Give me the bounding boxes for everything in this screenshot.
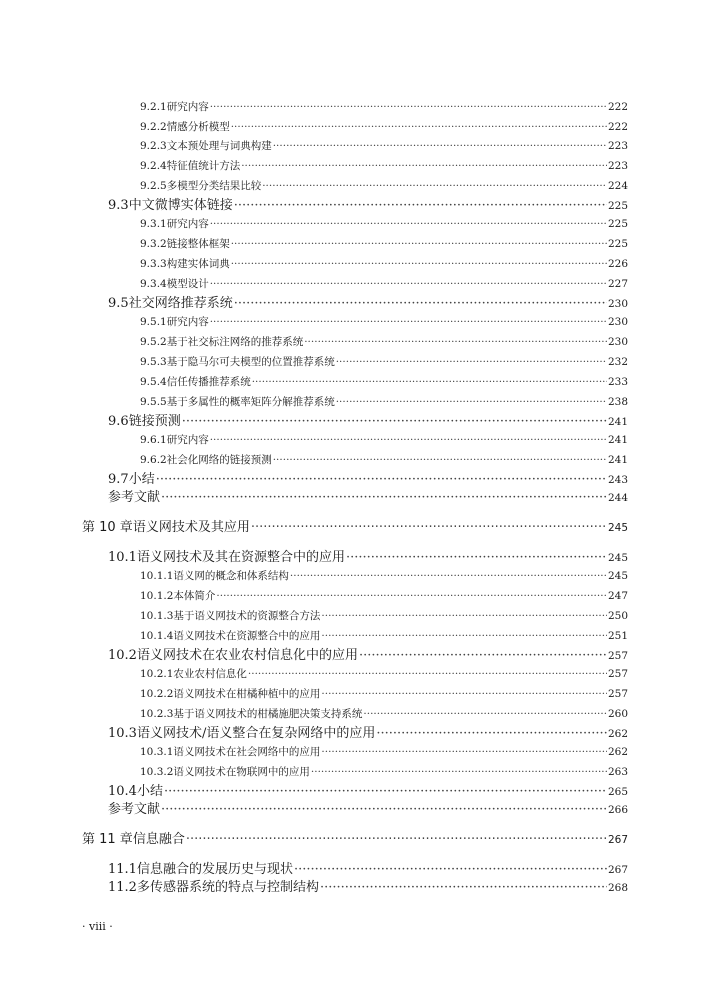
toc-entry-page: 227 [607, 278, 628, 290]
toc-entry-page: 222 [607, 121, 628, 133]
toc-entry-page: 245 [607, 522, 628, 534]
toc-entry-page: 266 [607, 804, 628, 816]
toc-entry-page: 223 [607, 160, 628, 172]
toc-section-entry[interactable] [108, 798, 628, 817]
toc-entry-title: 构建实体词典 [166, 258, 230, 270]
toc-entry-title: 文本预处理与词典构建 [166, 140, 272, 152]
toc-entry-page: 257 [607, 668, 628, 680]
dot-leader [234, 198, 607, 213]
toc-entry-page: 233 [607, 376, 628, 388]
toc-entry-title: 多传感器系统的特点与控制结构 [136, 880, 319, 895]
toc-section-entry[interactable] [108, 876, 628, 895]
toc-entry-number: 10.3 [108, 726, 137, 741]
toc-entry-page: 267 [607, 864, 628, 876]
toc-entry-title: 链接整体框架 [166, 238, 230, 250]
toc-entry-title: 农业农村信息化 [173, 668, 247, 680]
toc-subsection-entry[interactable] [140, 686, 628, 701]
toc-entry-title: 语义网技术在社会网络中的应用 [173, 746, 321, 758]
dot-leader [231, 238, 607, 250]
toc-subsection-entry[interactable] [140, 744, 628, 759]
dot-leader [346, 550, 607, 565]
dot-leader [359, 648, 607, 663]
dot-leader [161, 802, 607, 817]
toc-entry-title: 基于语义网技术的柑橘施肥决策支持系统 [173, 708, 363, 720]
toc-entry-page: 245 [607, 570, 628, 582]
dot-leader [251, 520, 607, 535]
toc-subsection-entry[interactable] [140, 158, 628, 173]
toc-section-entry[interactable] [108, 486, 628, 505]
toc-entry-page: 257 [607, 688, 628, 700]
toc-entry-number: 9.6.2 [140, 454, 167, 466]
toc-entry-page: 241 [607, 454, 628, 466]
toc-entry-number: 10.2.2 [140, 688, 174, 700]
dot-leader [210, 316, 607, 328]
toc-entry-number: 9.3.1 [140, 218, 167, 230]
toc-entry-title: 语义网技术在柑橘种植中的应用 [173, 688, 321, 700]
toc-entry-page: 245 [607, 552, 628, 564]
toc-entry-title: 基于语义网技术的资源整合方法 [173, 610, 321, 622]
toc-entry-page: 225 [607, 238, 628, 250]
toc-entry-number: 9.2.2 [140, 121, 167, 133]
toc-entry-title: 模型设计 [166, 278, 209, 290]
toc-entry-number: 10.2.1 [140, 668, 174, 680]
toc-entry-title: 语义网技术在农业农村信息化中的应用 [136, 648, 358, 663]
toc-entry-page: 251 [607, 630, 628, 642]
dot-leader [210, 278, 607, 290]
toc-entry-title: 信任传播推荐系统 [166, 376, 251, 388]
toc-entry-page: 244 [607, 492, 628, 504]
toc-entry-page: 268 [607, 882, 628, 894]
toc-entry-title: 基于社交标注网络的推荐系统 [166, 336, 304, 348]
dot-leader [210, 218, 607, 230]
toc-entry-page: 243 [607, 474, 628, 486]
toc-entry-title: 中文微博实体链接 [128, 198, 233, 213]
toc-chapter-entry[interactable] [82, 516, 628, 535]
dot-leader [321, 688, 607, 700]
dot-leader [248, 668, 607, 680]
toc-subsection-entry[interactable] [140, 706, 628, 721]
toc-entry-number: 9.3 [108, 198, 129, 213]
toc-entry-number: 9.5 [108, 296, 129, 311]
toc-entry-page: 225 [607, 200, 628, 212]
toc-entry-title: 基于隐马尔可夫模型的位置推荐系统 [166, 356, 335, 368]
toc-entry-number: 10.4 [108, 784, 137, 799]
toc-entry-number: 9.5.3 [140, 356, 167, 368]
dot-leader [311, 766, 607, 778]
toc-subsection-entry[interactable] [140, 608, 628, 623]
toc-entry-title: 语义网技术在物联网中的应用 [173, 766, 310, 778]
dot-leader [294, 862, 607, 877]
toc-entry-page: 232 [607, 356, 628, 368]
toc-entry-title: 参考文献 [108, 802, 161, 817]
toc-entry-page: 224 [607, 180, 628, 192]
dot-leader [304, 336, 607, 348]
toc-subsection-entry[interactable] [140, 236, 628, 251]
toc-entry-number: 10.2.3 [140, 708, 174, 720]
toc-subsection-entry[interactable] [140, 394, 628, 409]
toc-entry-page: 230 [607, 298, 628, 310]
page-number-footer: · viii · [82, 920, 113, 933]
dot-leader [156, 472, 607, 487]
toc-subsection-entry[interactable] [140, 374, 628, 389]
toc-entry-page: 222 [607, 101, 628, 113]
toc-entry-number: 9.3.4 [140, 278, 167, 290]
toc-entry-title: 链接预测 [128, 414, 181, 429]
dot-leader [320, 880, 607, 895]
toc-entry-title: 语义网技术及其应用 [132, 520, 250, 535]
toc-section-entry[interactable] [108, 546, 628, 565]
dot-leader [321, 630, 607, 642]
toc-entry-title: 语义网技术/语义整合在复杂网络中的应用 [136, 726, 376, 741]
toc-entry-number: 9.2.1 [140, 101, 167, 113]
toc-entry-title: 研究内容 [166, 316, 209, 328]
toc-subsection-entry[interactable] [140, 178, 628, 193]
toc-entry-title: 小结 [128, 472, 155, 487]
toc-entry-number: 9.5.1 [140, 316, 167, 328]
toc-entry-title: 社会化网络的链接预测 [166, 454, 272, 466]
toc-section-entry[interactable] [108, 468, 628, 487]
toc-entry-number: 9.3.2 [140, 238, 167, 250]
toc-entry-title: 语义网技术及其在资源整合中的应用 [136, 550, 345, 565]
toc-entry-number: 9.2.3 [140, 140, 167, 152]
toc-entry-number: 10.3.1 [140, 746, 174, 758]
dot-leader [336, 396, 607, 408]
toc-entry-page: 241 [607, 416, 628, 428]
dot-leader [164, 784, 607, 799]
toc-entry-page: 241 [607, 434, 628, 446]
toc-section-entry[interactable] [108, 858, 628, 877]
toc-subsection-entry[interactable] [140, 628, 628, 643]
toc-entry-title: 语义网技术在资源整合中的应用 [173, 630, 321, 642]
toc-subsection-entry[interactable] [140, 764, 628, 779]
toc-entry-number: 10.2 [108, 648, 137, 663]
toc-section-entry[interactable] [108, 722, 628, 741]
toc-entry-page: 223 [607, 140, 628, 152]
toc-subsection-entry[interactable] [140, 452, 628, 467]
toc-entry-number: 9.6.1 [140, 434, 167, 446]
dot-leader [161, 490, 607, 505]
toc-subsection-entry[interactable] [140, 138, 628, 153]
toc-entry-title: 信息融合 [132, 832, 185, 847]
toc-subsection-entry[interactable] [140, 354, 628, 369]
toc-entry-title: 特征值统计方法 [166, 160, 241, 172]
toc-entry-number: 9.7 [108, 472, 129, 487]
toc-entry-title: 社交网络推荐系统 [128, 296, 233, 311]
toc-entry-number: 11.2 [108, 880, 137, 895]
toc-entry-number: 9.6 [108, 414, 129, 429]
toc-subsection-entry[interactable] [140, 314, 628, 329]
dot-leader [241, 160, 607, 172]
dot-leader [216, 590, 607, 602]
toc-section-entry[interactable] [108, 292, 628, 311]
toc-section-entry[interactable] [108, 644, 628, 663]
toc-entry-number: 第 11 章 [82, 832, 133, 847]
dot-leader [376, 726, 607, 741]
toc-subsection-entry[interactable] [140, 119, 628, 134]
dot-leader [321, 610, 607, 622]
toc-section-entry[interactable] [108, 780, 628, 799]
toc-entry-page: 250 [607, 610, 628, 622]
toc-entry-page: 260 [607, 708, 628, 720]
toc-subsection-entry[interactable] [140, 256, 628, 271]
toc-entry-page: 230 [607, 316, 628, 328]
toc-entry-number: 9.3.3 [140, 258, 167, 270]
toc-entry-page: 247 [607, 590, 628, 602]
toc-section-entry[interactable] [108, 194, 628, 213]
toc-entry-number: 10.1.3 [140, 610, 174, 622]
toc-entry-number: 第 10 章 [82, 520, 133, 535]
toc-entry-title: 参考文献 [108, 490, 161, 505]
toc-subsection-entry[interactable] [140, 588, 628, 603]
toc-entry-page: 230 [607, 336, 628, 348]
toc-entry-number: 11.1 [108, 862, 137, 877]
toc-entry-page: 267 [607, 834, 628, 846]
toc-subsection-entry[interactable] [140, 432, 628, 447]
toc-entry-page: 257 [607, 650, 628, 662]
toc-entry-page: 265 [607, 786, 628, 798]
toc-subsection-entry[interactable] [140, 276, 628, 291]
toc-entry-number: 9.2.5 [140, 180, 167, 192]
toc-entry-title: 研究内容 [166, 218, 209, 230]
dot-leader [273, 454, 607, 466]
toc-entry-title: 小结 [136, 784, 163, 799]
toc-section-entry[interactable] [108, 410, 628, 429]
toc-subsection-entry[interactable] [140, 334, 628, 349]
dot-leader [252, 376, 607, 388]
toc-entry-title: 本体简介 [173, 590, 216, 602]
toc-subsection-entry[interactable] [140, 568, 628, 583]
toc-subsection-entry[interactable] [140, 216, 628, 231]
dot-leader [186, 832, 607, 847]
toc-entry-number: 10.1 [108, 550, 137, 565]
dot-leader [273, 140, 607, 152]
toc-entry-page: 225 [607, 218, 628, 230]
toc-entry-number: 10.3.2 [140, 766, 174, 778]
toc-entry-number: 10.1.1 [140, 570, 174, 582]
dot-leader [290, 570, 607, 582]
toc-entry-title: 研究内容 [166, 101, 209, 113]
toc-entry-page: 262 [607, 746, 628, 758]
dot-leader [182, 414, 607, 429]
toc-entry-page: 263 [607, 766, 628, 778]
toc-chapter-entry[interactable] [82, 828, 628, 847]
toc-entry-title: 基于多属性的概率矩阵分解推荐系统 [166, 396, 335, 408]
dot-leader [336, 356, 607, 368]
toc-entry-title: 信息融合的发展历史与现状 [136, 862, 293, 877]
dot-leader [234, 296, 607, 311]
toc-subsection-entry[interactable] [140, 666, 628, 681]
toc-entry-title: 多模型分类结果比较 [166, 180, 262, 192]
toc-entry-number: 9.5.5 [140, 396, 167, 408]
toc-subsection-entry[interactable] [140, 99, 628, 114]
toc-entry-number: 9.5.2 [140, 336, 167, 348]
toc-entry-title: 语义网的概念和体系结构 [173, 570, 289, 582]
toc-entry-title: 情感分析模型 [166, 121, 230, 133]
dot-leader [210, 101, 607, 113]
dot-leader [231, 121, 607, 133]
dot-leader [363, 708, 607, 720]
toc-entry-number: 9.5.4 [140, 376, 167, 388]
toc-entry-number: 9.2.4 [140, 160, 167, 172]
dot-leader [210, 434, 607, 446]
toc-entry-title: 研究内容 [166, 434, 209, 446]
dot-leader [262, 180, 607, 192]
dot-leader [231, 258, 607, 270]
toc-entry-number: 10.1.4 [140, 630, 174, 642]
toc-entry-page: 262 [607, 728, 628, 740]
toc-entry-number: 10.1.2 [140, 590, 174, 602]
toc-entry-page: 226 [607, 258, 628, 270]
toc-entry-page: 238 [607, 396, 628, 408]
dot-leader [321, 746, 607, 758]
